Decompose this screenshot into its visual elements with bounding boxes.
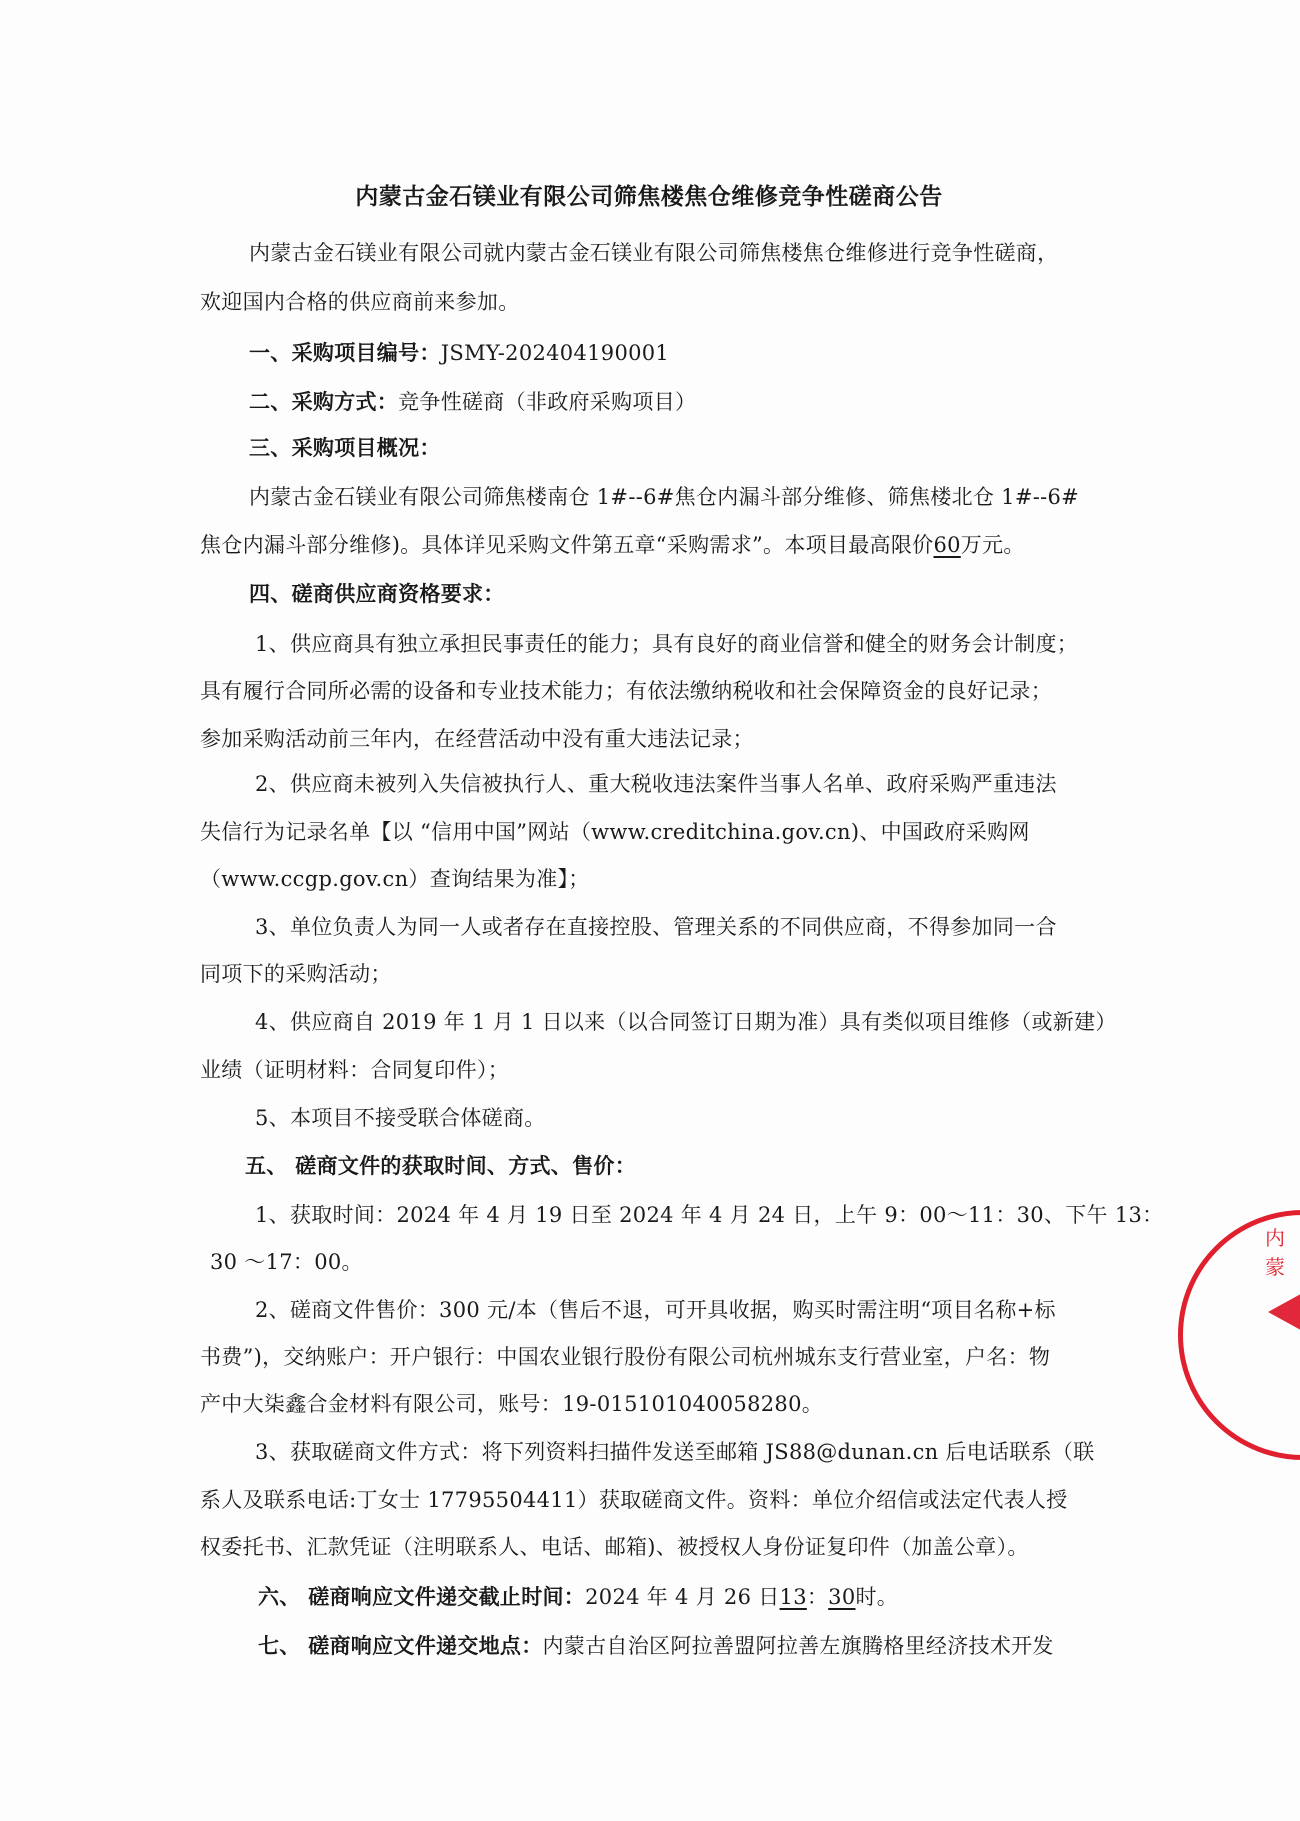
section-7 bbox=[258, 1632, 1054, 1660]
section-2 bbox=[249, 388, 696, 416]
section-5-heading: 五、 磋商文件的获取时间、方式、售价： bbox=[245, 1154, 637, 1178]
section-3-line-1: 内蒙古金石镁业有限公司筛焦楼南仓 1#--6#焦仓内漏斗部分维修、筛焦楼北仓 1#--6# bbox=[249, 485, 1080, 509]
intro-line-1: 内蒙古金石镁业有限公司就内蒙古金石镁业有限公司筛焦楼焦仓维修进行竞争性磋商， bbox=[249, 241, 1059, 265]
req-1-line-2: 具有履行合同所必需的设备和专业技术能力；有依法缴纳税收和社会保障资金的良好记录； bbox=[200, 679, 1052, 703]
obtain-time-line-2: 30 ～17：00。 bbox=[210, 1250, 363, 1274]
section-3-line-2 bbox=[200, 531, 1025, 559]
section-3-line-2-text: 焦仓内漏斗部分维修)。具体详见采购文件第五章“采购需求”。本项目最高限价 bbox=[200, 533, 934, 557]
method-line-2: 系人及联系电话:丁女士 17795504411）获取磋商文件。资料：单位介绍信或法定代表人授 bbox=[200, 1488, 1068, 1512]
section-1 bbox=[249, 339, 669, 367]
deadline-hour: 13 bbox=[779, 1585, 807, 1609]
section-4-heading: 四、磋商供应商资格要求： bbox=[249, 582, 505, 606]
req-2-line-3: （www.ccgp.gov.cn）查询结果为准】； bbox=[200, 867, 590, 891]
req-3-line-2: 同项下的采购活动； bbox=[200, 962, 392, 986]
document-title: 内蒙古金石镁业有限公司筛焦楼焦仓维修竞争性磋商公告 bbox=[355, 184, 943, 210]
req-5-line-1: 5、本项目不接受联合体磋商。 bbox=[255, 1106, 546, 1130]
req-2-line-1: 2、供应商未被列入失信被执行人、重大税收违法案件当事人名单、政府采购严重违法 bbox=[255, 772, 1057, 796]
req-4-line-2: 业绩（证明材料：合同复印件）； bbox=[200, 1058, 509, 1082]
req-3-line-1: 3、单位负责人为同一人或者存在直接控股、管理关系的不同供应商，不得参加同一合 bbox=[255, 915, 1057, 939]
seal-text: 内蒙 bbox=[1265, 1226, 1285, 1279]
deadline-separator: ： bbox=[806, 1585, 829, 1609]
submission-address: 内蒙古自治区阿拉善盟阿拉善左旗腾格里经济技术开发 bbox=[542, 1634, 1054, 1658]
req-2-line-2: 失信行为记录名单【以 “信用中国”网站（www.creditchina.gov.cn)、中国政府采购网 bbox=[200, 820, 1030, 844]
section-3-heading: 三、采购项目概况： bbox=[249, 436, 441, 460]
obtain-time-line-1: 1、获取时间：2024 年 4 月 19 日至 2024 年 4 月 24 日，上午 9：00～11：30、下午 13： bbox=[255, 1203, 1164, 1227]
seal-star-icon bbox=[1268, 1290, 1300, 1334]
project-number: JSMY-202404190001 bbox=[440, 341, 670, 365]
intro-line-2: 欢迎国内合格的供应商前来参加。 bbox=[200, 290, 520, 314]
deadline-suffix: 时。 bbox=[855, 1585, 899, 1609]
method-line-1: 3、获取磋商文件方式：将下列资料扫描件发送至邮箱 JS88@dunan.cn 后电话联系（联 bbox=[255, 1440, 1095, 1464]
section-1-heading: 一、采购项目编号： bbox=[249, 341, 441, 365]
section-6 bbox=[258, 1583, 898, 1611]
req-1-line-3: 参加采购活动前三年内，在经营活动中没有重大违法记录； bbox=[200, 727, 754, 751]
req-1-line-1: 1、供应商具有独立承担民事责任的能力；具有良好的商业信誉和健全的财务会计制度； bbox=[255, 632, 1079, 656]
deadline-minute: 30 bbox=[828, 1585, 856, 1609]
price-line-2: 书费”)，交纳账户：开户银行：中国农业银行股份有限公司杭州城东支行营业室，户名：物 bbox=[200, 1345, 1051, 1369]
price-line-1: 2、磋商文件售价：300 元/本（售后不退，可开具收据，购买时需注明“项目名称+标 bbox=[255, 1298, 1056, 1322]
section-3-line-2-unit: 万元。 bbox=[960, 533, 1025, 557]
section-7-heading: 七、 磋商响应文件递交地点： bbox=[258, 1634, 543, 1658]
section-2-heading: 二、采购方式： bbox=[249, 390, 399, 414]
max-price-amount: 60 bbox=[933, 533, 961, 557]
deadline-date: 2024 年 4 月 26 日 bbox=[585, 1585, 780, 1609]
price-line-3: 产中大柒鑫合金材料有限公司，账号：19-015101040058280。 bbox=[200, 1392, 824, 1416]
method-line-3: 权委托书、汇款凭证（注明联系人、电话、邮箱)、被授权人身份证复印件（加盖公章）。 bbox=[200, 1535, 1029, 1559]
req-4-line-1: 4、供应商自 2019 年 1 月 1 日以来（以合同签订日期为准）具有类似项目维修（或新建） bbox=[255, 1010, 1117, 1034]
section-6-heading: 六、 磋商响应文件递交截止时间： bbox=[258, 1585, 586, 1609]
procurement-method: 竞争性磋商（非政府采购项目） bbox=[398, 390, 697, 414]
